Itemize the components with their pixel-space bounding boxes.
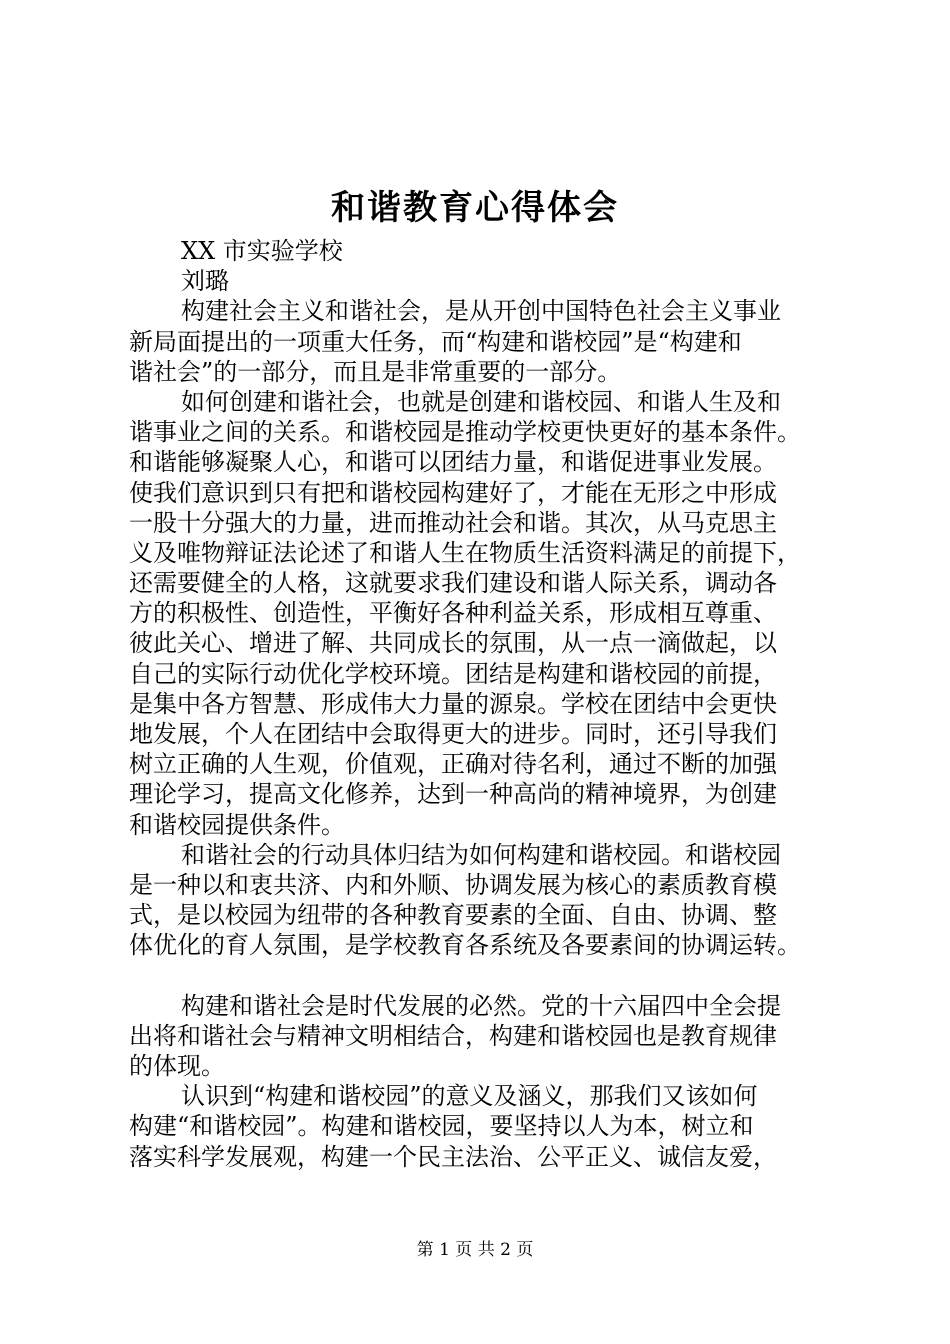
body-line: 刘璐 xyxy=(181,267,229,296)
body-line: 出将和谐社会与精神文明相结合，构建和谐校园也是教育规律 xyxy=(129,1021,777,1050)
document-body xyxy=(129,236,834,1172)
body-line: 新局面提出的一项重大任务，而“构建和谐校园”是“构建和 xyxy=(129,327,742,356)
body-line: 地发展，个人在团结中会取得更大的进步。同时，还引导我们 xyxy=(129,720,777,748)
body-line: 构建“和谐校园”。构建和谐校园，要坚持以人为本，树立和 xyxy=(129,1112,754,1141)
body-line: 和谐社会的行动具体归结为如何构建和谐校园。和谐校园 xyxy=(181,840,781,869)
body-line: 还需要健全的人格，这就要求我们建设和谐人际关系，调动各 xyxy=(129,569,777,598)
body-line: 体优化的育人氛围，是学校教育各系统及各要素间的协调运转。 xyxy=(129,931,801,960)
body-line: 和谐校园提供条件。 xyxy=(129,810,345,839)
body-line: 是一种以和衷共济、内和外顺、协调发展为核心的素质教育模 xyxy=(129,870,777,899)
document-title: 和谐教育心得体会 xyxy=(331,188,619,228)
body-line: 使我们意识到只有把和谐校园构建好了，才能在无形之中形成 xyxy=(129,478,777,507)
page-footer: 第 1 页 共 2 页 xyxy=(416,1240,534,1260)
body-line: 自己的实际行动优化学校环境。团结是构建和谐校园的前提， xyxy=(129,659,777,688)
body-line: 谐社会”的一部分，而且是非常重要的一部分。 xyxy=(129,357,622,386)
body-line: 认识到“构建和谐校园”的意义及涵义，那我们又该如何 xyxy=(181,1082,758,1111)
body-line: 式，是以校园为纽带的各种教育要素的全面、自由、协调、整 xyxy=(129,901,777,930)
body-line: XX 市实验学校 xyxy=(181,237,343,265)
body-line: 树立正确的人生观，价值观，正确对待名利，通过不断的加强 xyxy=(129,750,777,779)
body-line: 一股十分强大的力量，进而推动社会和谐。其次，从马克思主 xyxy=(129,508,777,537)
body-line: 理论学习，提高文化修养，达到一种高尚的精神境界，为创建 xyxy=(129,780,777,809)
body-line: 构建社会主义和谐社会，是从开创中国特色社会主义事业 xyxy=(181,297,781,326)
body-line: 的体现。 xyxy=(129,1052,225,1081)
body-line: 方的积极性、创造性，平衡好各种利益关系，形成相互尊重、 xyxy=(129,599,777,628)
body-line: 如何创建和谐社会，也就是创建和谐校园、和谐人生及和 xyxy=(181,387,781,416)
body-line: 落实科学发展观，构建一个民主法治、公平正义、诚信友爱， xyxy=(129,1142,777,1171)
body-line: 和谐能够凝聚人心，和谐可以团结力量，和谐促进事业发展。 xyxy=(129,448,777,477)
body-line: 谐事业之间的关系。和谐校园是推动学校更快更好的基本条件。 xyxy=(129,418,801,447)
body-line: 是集中各方智慧、形成伟大力量的源泉。学校在团结中会更快 xyxy=(129,689,777,718)
blank-line xyxy=(129,961,834,991)
body-line: 义及唯物辩证法论述了和谐人生在物质生活资料满足的前提下， xyxy=(129,538,801,567)
body-line: 彼此关心、增进了解、共同成长的氛围，从一点一滴做起，以 xyxy=(129,629,777,658)
body-line: 构建和谐社会是时代发展的必然。党的十六届四中全会提 xyxy=(181,991,781,1020)
